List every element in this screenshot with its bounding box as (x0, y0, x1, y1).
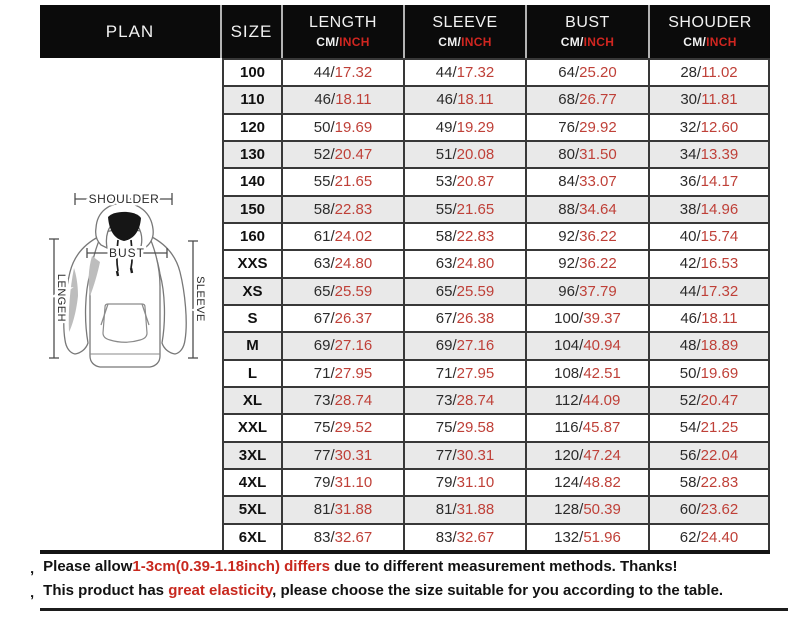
bust-cell: 112/ 44.09 (527, 388, 650, 413)
sleeve-cell: 71/ 27.95 (405, 361, 527, 386)
table-row (224, 169, 768, 196)
header-size (222, 5, 283, 58)
bust-cell: 128/ 50.39 (527, 497, 650, 522)
size-cell: 100 (224, 60, 283, 85)
bust-cell: 108/ 42.51 (527, 361, 650, 386)
header-length (283, 5, 405, 58)
table-row (224, 388, 768, 415)
shoulder-cell: 62/ 24.40 (679, 528, 739, 546)
length-cell: 63/ 24.80 (283, 251, 405, 276)
bust-cell: 100/ 39.37 (527, 306, 650, 331)
table-row (224, 87, 768, 114)
header-sleeve (405, 5, 527, 58)
sleeve-cell: 46/ 18.11 (405, 87, 527, 112)
header-length-label: LENGTH (309, 14, 377, 31)
table-bottom-border (40, 550, 770, 554)
size-cell: XS (224, 279, 283, 304)
shoulder-cell: 34/ 13.39 (679, 146, 739, 164)
size-cell: XXS (224, 251, 283, 276)
table-row (224, 525, 768, 550)
shoulder-cell: 42/ 16.53 (679, 255, 739, 273)
bust-cell: 96/ 37.79 (527, 279, 650, 304)
bust-cell: 68/ 26.77 (527, 87, 650, 112)
bust-cell: 64/ 25.20 (527, 60, 650, 85)
length-cell: 79/ 31.10 (283, 470, 405, 495)
table-row (224, 361, 768, 388)
table-header (40, 5, 770, 58)
shoulder-cell: 52/ 20.47 (679, 392, 739, 410)
hoodie-measurement-diagram (28, 176, 218, 391)
table-row (224, 197, 768, 224)
hoodie-diagram-svg (28, 176, 218, 391)
length-cell: 58/ 22.83 (283, 197, 405, 222)
header-bust (527, 5, 650, 58)
header-sleeve-units: CM/INCH (438, 35, 492, 49)
size-cell: 120 (224, 115, 283, 140)
bottom-divider-line (40, 608, 788, 611)
length-cell: 67/ 26.37 (283, 306, 405, 331)
table-row (224, 224, 768, 251)
bust-cell: 116/ 45.87 (527, 415, 650, 440)
length-cell: 55/ 21.65 (283, 169, 405, 194)
bust-cell: 92/ 36.22 (527, 251, 650, 276)
header-size-label: SIZE (230, 21, 273, 41)
header-shoulder-label: SHOUDER (668, 14, 752, 31)
shoulder-cell: 28/ 11.02 (680, 64, 738, 82)
length-cell: 50/ 19.69 (283, 115, 405, 140)
sleeve-cell: 53/ 20.87 (405, 169, 527, 194)
header-plan-label: PLAN (105, 21, 155, 41)
bust-cell: 88/ 34.64 (527, 197, 650, 222)
header-sleeve-label: SLEEVE (432, 14, 498, 31)
sleeve-cell: 73/ 28.74 (405, 388, 527, 413)
sleeve-cell: 65/ 25.59 (405, 279, 527, 304)
size-cell: XXL (224, 415, 283, 440)
size-cell: M (224, 333, 283, 358)
table-row (224, 415, 768, 442)
sleeve-cell: 44/ 17.32 (405, 60, 527, 85)
size-table-rows (222, 58, 770, 550)
length-cell: 52/ 20.47 (283, 142, 405, 167)
shoulder-cell: 44/ 17.32 (679, 282, 739, 300)
sleeve-cell: 58/ 22.83 (405, 224, 527, 249)
shoulder-cell: 56/ 22.04 (679, 446, 739, 464)
pocket-outline (103, 304, 147, 342)
header-shoulder-units: CM/INCH (683, 35, 737, 49)
shoulder-cell: 30/ 11.81 (680, 91, 738, 109)
length-cell: 77/ 30.31 (283, 443, 405, 468)
shoulder-cell: 38/ 14.96 (679, 200, 739, 218)
size-cell: 5XL (224, 497, 283, 522)
shoulder-cell: 32/ 12.60 (679, 118, 739, 136)
sleeve-cell: 83/ 32.67 (405, 525, 527, 550)
bust-cell: 92/ 36.22 (527, 224, 650, 249)
length-cell: 69/ 27.16 (283, 333, 405, 358)
note-elasticity: ‚ This product has great elasticity, please choose the size suitable for you according to the table. (30, 579, 786, 603)
table-row (224, 251, 768, 278)
sleeve-cell: 77/ 30.31 (405, 443, 527, 468)
table-row (224, 142, 768, 169)
shoulder-cell: 58/ 22.83 (679, 474, 739, 492)
sleeve-cell: 63/ 24.80 (405, 251, 527, 276)
shoulder-cell: 50/ 19.69 (679, 364, 739, 382)
table-row (224, 333, 768, 360)
table-row (224, 115, 768, 142)
sleeve-cell: 79/ 31.10 (405, 470, 527, 495)
note-highlight: 1-3cm(0.39-1.18inch) differs (132, 558, 330, 575)
shoulder-diagram-label: SHOULDER (88, 192, 160, 206)
length-cell: 44/ 17.32 (283, 60, 405, 85)
bust-cell: 80/ 31.50 (527, 142, 650, 167)
bust-cell: 84/ 33.07 (527, 169, 650, 194)
size-cell: L (224, 361, 283, 386)
length-cell: 81/ 31.88 (283, 497, 405, 522)
sleeve-cell: 75/ 29.58 (405, 415, 527, 440)
shoulder-cell: 60/ 23.62 (679, 501, 739, 519)
length-cell: 75/ 29.52 (283, 415, 405, 440)
length-diagram-label: LENGEH (55, 273, 67, 323)
note-bullet: ‚ (30, 560, 35, 577)
shoulder-cell: 48/ 18.89 (679, 337, 739, 355)
right-aglet (131, 268, 132, 273)
length-cell: 73/ 28.74 (283, 388, 405, 413)
sleeve-cell: 69/ 27.16 (405, 333, 527, 358)
size-cell: 150 (224, 197, 283, 222)
left-aglet (117, 271, 118, 276)
bust-cell: 76/ 29.92 (527, 115, 650, 140)
size-cell: 130 (224, 142, 283, 167)
size-cell: 160 (224, 224, 283, 249)
sleeve-cell: 81/ 31.88 (405, 497, 527, 522)
sleeve-cell: 55/ 21.65 (405, 197, 527, 222)
table-row (224, 443, 768, 470)
note-bullet: ‚ (30, 584, 35, 601)
table-row (224, 60, 768, 87)
header-bust-label: BUST (565, 14, 610, 31)
shoulder-cell: 40/ 15.74 (679, 228, 739, 246)
note-measurement-tolerance: ‚ Please allow1-3cm(0.39-1.18inch) differs due to different measurement methods. Thanks! (30, 555, 786, 579)
header-shoulder (650, 5, 770, 58)
size-cell: 3XL (224, 443, 283, 468)
table-row (224, 306, 768, 333)
bust-cell: 120/ 47.24 (527, 443, 650, 468)
header-plan (40, 5, 222, 58)
table-row (224, 470, 768, 497)
bust-cell: 124/ 48.82 (527, 470, 650, 495)
sleeve-cell: 51/ 20.08 (405, 142, 527, 167)
size-cell: S (224, 306, 283, 331)
sleeve-diagram-label: SLEEVE (194, 276, 206, 322)
length-cell: 61/ 24.02 (283, 224, 405, 249)
table-row (224, 497, 768, 524)
note-highlight: great elasticity (168, 582, 273, 599)
sleeve-cell: 49/ 19.29 (405, 115, 527, 140)
size-cell: 6XL (224, 525, 283, 550)
header-bust-units: CM/INCH (560, 35, 615, 49)
length-cell: 65/ 25.59 (283, 279, 405, 304)
shoulder-cell: 54/ 21.25 (679, 419, 739, 437)
size-cell: XL (224, 388, 283, 413)
length-cell: 71/ 27.95 (283, 361, 405, 386)
sleeve-cell: 67/ 26.38 (405, 306, 527, 331)
length-cell: 83/ 32.67 (283, 525, 405, 550)
size-cell: 140 (224, 169, 283, 194)
length-cell: 46/ 18.11 (283, 87, 405, 112)
shoulder-cell: 36/ 14.17 (679, 173, 739, 191)
table-row (224, 279, 768, 306)
bust-cell: 132/ 51.96 (527, 525, 650, 550)
size-cell: 110 (224, 87, 283, 112)
size-cell: 4XL (224, 470, 283, 495)
bust-cell: 104/ 40.94 (527, 333, 650, 358)
footnotes (30, 555, 786, 603)
header-length-units: CM/INCH (316, 35, 370, 49)
bust-diagram-label: BUST (108, 246, 146, 260)
shoulder-cell: 46/ 18.11 (680, 310, 738, 328)
